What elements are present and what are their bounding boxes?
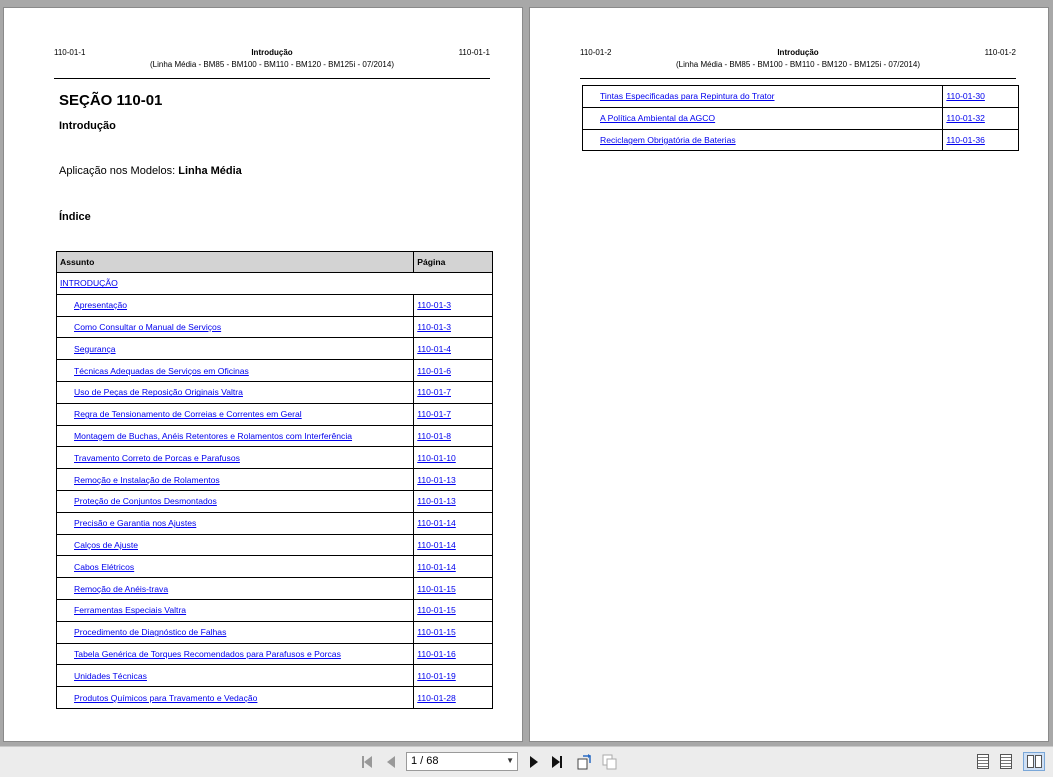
- toc-page-link[interactable]: 110-01-19: [417, 670, 456, 681]
- toc-page-link[interactable]: 110-01-30: [946, 91, 985, 102]
- toc-subject-link[interactable]: Regra de Tensionamento de Correias e Correntes em Geral: [74, 409, 302, 420]
- toc-row: [57, 621, 493, 643]
- bar-icon: [560, 756, 562, 768]
- toc-row: [57, 360, 493, 382]
- toc-row: [57, 425, 493, 447]
- toc-subject-link[interactable]: Técnicas Adequadas de Serviços em Oficinas: [74, 365, 249, 376]
- header-page-number: 110-01-2: [580, 48, 612, 57]
- prev-page-icon: [387, 756, 395, 768]
- copy-icon: [602, 754, 618, 770]
- section-subtitle: Introdução: [59, 120, 116, 132]
- toc-page-link[interactable]: 110-01-8: [417, 430, 451, 441]
- toc-subject-link[interactable]: Precisão e Garantia nos Ajustes: [74, 518, 197, 529]
- header-subtitle: (Linha Média - BM85 - BM100 - BM110 - BM120 - BM125i - 07/2014): [676, 60, 920, 69]
- toc-subject-link[interactable]: Remoção e Instalação de Rolamentos: [74, 474, 220, 485]
- toc-subject-link[interactable]: Remoção de Anéis-trava: [74, 583, 169, 594]
- toc-page-link[interactable]: 110-01-15: [417, 627, 456, 638]
- prev-page-button[interactable]: [382, 753, 400, 771]
- page-icon: [1035, 755, 1042, 768]
- header-page-number-right: 110-01-2: [984, 48, 1016, 57]
- toc-subject-link[interactable]: Apresentação: [74, 300, 128, 311]
- two-page-view-button[interactable]: [1023, 752, 1045, 771]
- models-application: [59, 165, 242, 177]
- continuous-view-icon[interactable]: [1000, 754, 1012, 769]
- toc-subject-link[interactable]: Uso de Peças de Reposição Originais Valtra: [74, 387, 243, 398]
- next-page-button[interactable]: [525, 753, 543, 771]
- toc-subject-link[interactable]: Segurança: [74, 343, 116, 354]
- rotate-button[interactable]: [576, 753, 594, 771]
- toc-row: [57, 294, 493, 316]
- toc-row: [57, 447, 493, 469]
- viewer-toolbar: [0, 746, 1053, 777]
- toc-row: [57, 381, 493, 403]
- toc-page-link[interactable]: 110-01-3: [417, 300, 451, 311]
- toc-page-link[interactable]: 110-01-16: [417, 648, 456, 659]
- toc-page-link[interactable]: 110-01-14: [417, 561, 456, 572]
- toc-page-link[interactable]: 110-01-10: [417, 452, 456, 463]
- toc-row: [583, 129, 1019, 151]
- toc-row: [57, 556, 493, 578]
- toc-page-link[interactable]: 110-01-15: [417, 583, 456, 594]
- page-right: [529, 7, 1049, 742]
- page-icon: [1027, 755, 1034, 768]
- section-title: SEÇÃO 110-01: [59, 92, 163, 109]
- toc-row: [57, 338, 493, 360]
- toc-page-link[interactable]: 110-01-3: [417, 321, 451, 332]
- header-page-number: 110-01-1: [54, 48, 86, 57]
- toc-row: [583, 107, 1019, 129]
- index-title: Índice: [59, 211, 91, 223]
- toc-row: [57, 512, 493, 534]
- toc-page-link[interactable]: 110-01-15: [417, 605, 456, 616]
- toc-row: [57, 687, 493, 709]
- toc-subject-link[interactable]: Reciclagem Obrigatória de Baterias: [600, 134, 736, 145]
- header-page-number-right: 110-01-1: [458, 48, 490, 57]
- toc-subject-link[interactable]: A Política Ambiental da AGCO: [600, 113, 716, 124]
- page-number-value: 1 / 68: [411, 755, 439, 767]
- toc-row: [57, 534, 493, 556]
- toc-subject-link[interactable]: Produtos Químicos para Travamento e Vedação: [74, 692, 258, 703]
- toc-subject-link[interactable]: Travamento Correto de Porcas e Parafusos: [74, 452, 240, 463]
- col-subject: Assunto: [57, 252, 414, 273]
- toc-table: [56, 251, 493, 709]
- toc-subject-link[interactable]: Procedimento de Diagnóstico de Falhas: [74, 627, 227, 638]
- toc-page-link[interactable]: 110-01-14: [417, 518, 456, 529]
- toc-page-link[interactable]: 110-01-28: [417, 692, 456, 703]
- toc-page-link[interactable]: 110-01-32: [946, 113, 985, 124]
- page-header: [54, 48, 490, 79]
- page-left: [3, 7, 523, 742]
- toc-row: [57, 599, 493, 621]
- toc-row: [57, 403, 493, 425]
- toc-subject-link[interactable]: Unidades Técnicas: [74, 670, 147, 681]
- toc-page-link[interactable]: 110-01-36: [946, 134, 985, 145]
- toc-page-link[interactable]: 110-01-13: [417, 474, 456, 485]
- page-number-select[interactable]: [406, 752, 518, 771]
- toc-subject-link[interactable]: Como Consultar o Manual de Serviços: [74, 321, 222, 332]
- next-page-icon: [530, 756, 538, 768]
- toc-subject-link[interactable]: Tintas Especificadas para Repintura do Trator: [600, 91, 775, 102]
- toc-page-link[interactable]: 110-01-7: [417, 409, 451, 420]
- toc-subject-link[interactable]: Ferramentas Especiais Valtra: [74, 605, 187, 616]
- header-subtitle: (Linha Média - BM85 - BM100 - BM110 - BM120 - BM125i - 07/2014): [150, 60, 394, 69]
- apply-label: Aplicação nos Modelos:: [59, 165, 179, 177]
- col-page: Página: [414, 252, 493, 273]
- toc-page-link[interactable]: 110-01-6: [417, 365, 451, 376]
- toc-table: [582, 85, 1019, 151]
- toc-subject-link[interactable]: Cabos Elétricos: [74, 561, 135, 572]
- toc-row: [57, 578, 493, 600]
- chevron-down-icon: ▼: [506, 756, 514, 765]
- rotate-icon: [577, 754, 593, 770]
- toc-page-link[interactable]: 110-01-4: [417, 343, 451, 354]
- last-page-button[interactable]: [548, 753, 566, 771]
- toc-subject-link[interactable]: Tabela Genérica de Torques Recomendados para Parafusos e Porcas: [74, 648, 341, 659]
- toc-row: [57, 665, 493, 687]
- header-title: Introdução: [251, 48, 293, 57]
- toc-row: [57, 643, 493, 665]
- toc-group-link[interactable]: INTRODUÇÃO: [60, 278, 118, 289]
- toc-row: [583, 86, 1019, 108]
- toc-row: [57, 469, 493, 491]
- toc-subject-link[interactable]: Calços de Ajuste: [74, 539, 139, 550]
- toc-page-link[interactable]: 110-01-13: [417, 496, 456, 507]
- single-page-view-icon[interactable]: [977, 754, 989, 769]
- last-page-icon: [552, 756, 560, 768]
- toc-subject-link[interactable]: Montagem de Buchas, Anéis Retentores e Rolamentos com Interferência: [74, 430, 353, 441]
- toc-page-link[interactable]: 110-01-7: [417, 387, 451, 398]
- toc-subject-link[interactable]: Proteção de Conjuntos Desmontados: [74, 496, 217, 507]
- toc-group-row: [57, 273, 493, 295]
- toc-page-link[interactable]: 110-01-14: [417, 539, 456, 550]
- toc-row: [57, 490, 493, 512]
- copy-button[interactable]: [601, 753, 619, 771]
- apply-value: Linha Média: [178, 165, 242, 177]
- page-header: [580, 48, 1016, 79]
- first-page-button[interactable]: [358, 753, 376, 771]
- toc-header-row: [57, 252, 493, 273]
- header-title: Introdução: [777, 48, 819, 57]
- toc-row: [57, 316, 493, 338]
- first-page-icon: [364, 756, 372, 768]
